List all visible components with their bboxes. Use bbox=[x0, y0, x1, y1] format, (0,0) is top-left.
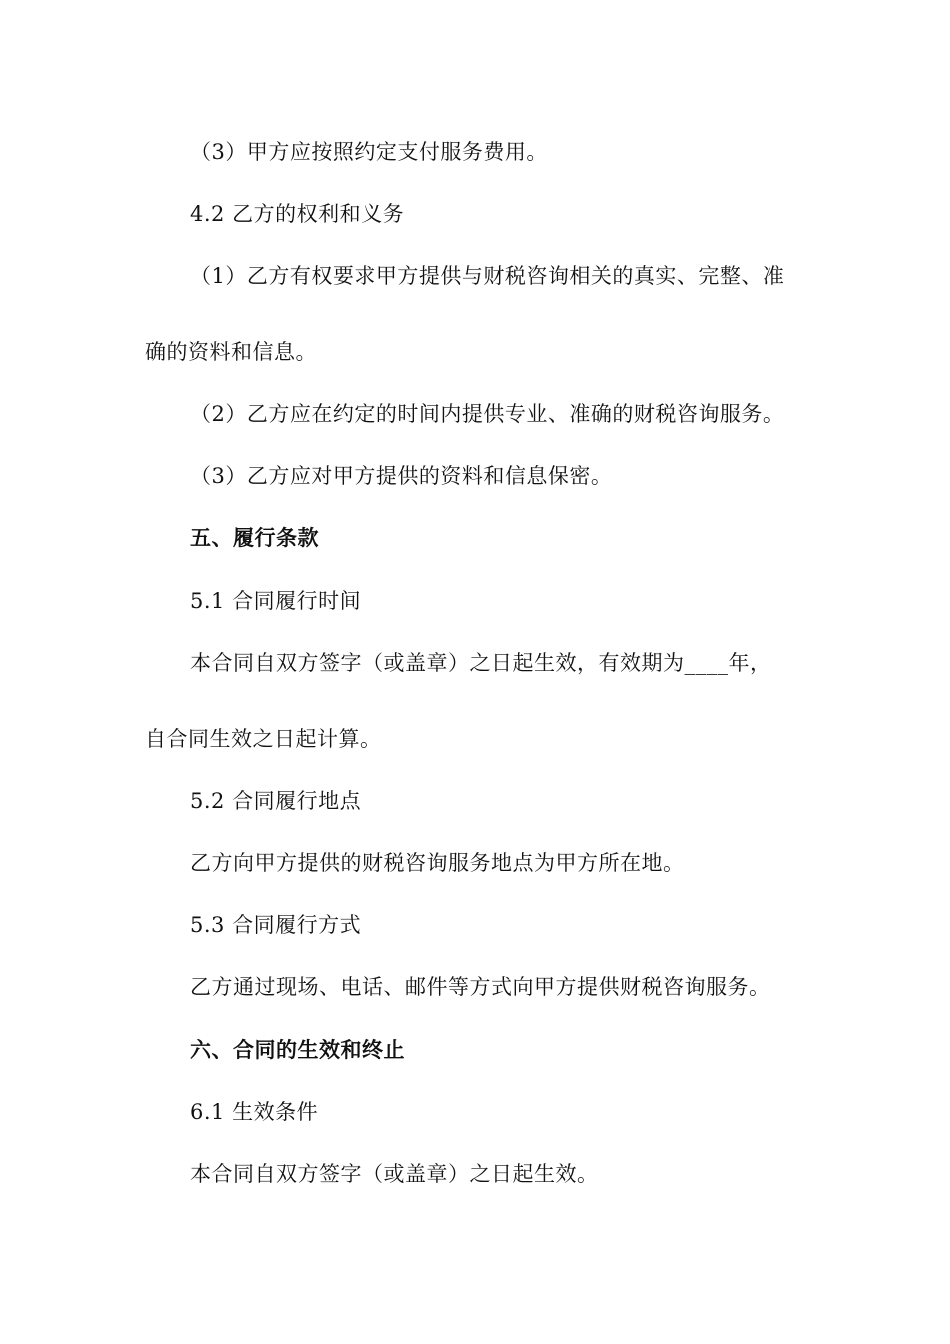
clause-4-2-3: （3）乙方应对甲方提供的资料和信息保密。 bbox=[190, 464, 613, 488]
clause-5-3: 乙方通过现场、电话、邮件等方式向甲方提供财税咨询服务。 bbox=[190, 975, 771, 999]
clause-4-2-2: （2）乙方应在约定的时间内提供专业、准确的财税咨询服务。 bbox=[190, 402, 785, 426]
clause-4-2-1-line1: （1）乙方有权要求甲方提供与财税咨询相关的真实、完整、准 bbox=[190, 264, 785, 288]
subsection-5-1-title: 5.1 合同履行时间 bbox=[190, 589, 362, 613]
subsection-4-2-title: 4.2 乙方的权利和义务 bbox=[190, 202, 405, 226]
subsection-6-1-title: 6.1 生效条件 bbox=[190, 1100, 319, 1124]
subsection-5-2-title: 5.2 合同履行地点 bbox=[190, 789, 362, 813]
section-5-heading: 五、履行条款 bbox=[190, 525, 319, 550]
subsection-5-3-title: 5.3 合同履行方式 bbox=[190, 913, 362, 937]
clause-4-2-1-line2: 确的资料和信息。 bbox=[145, 340, 317, 364]
clause-5-1-line1: 本合同自双方签字（或盖章）之日起生效，有效期为____年， bbox=[190, 651, 772, 675]
clause-5-2: 乙方向甲方提供的财税咨询服务地点为甲方所在地。 bbox=[190, 851, 685, 875]
section-6-heading: 六、合同的生效和终止 bbox=[190, 1037, 405, 1062]
clause-5-1-line2: 自合同生效之日起计算。 bbox=[145, 727, 382, 751]
clause-4-1-3: （3）甲方应按照约定支付服务费用。 bbox=[190, 140, 548, 164]
clause-6-1: 本合同自双方签字（或盖章）之日起生效。 bbox=[190, 1162, 599, 1186]
